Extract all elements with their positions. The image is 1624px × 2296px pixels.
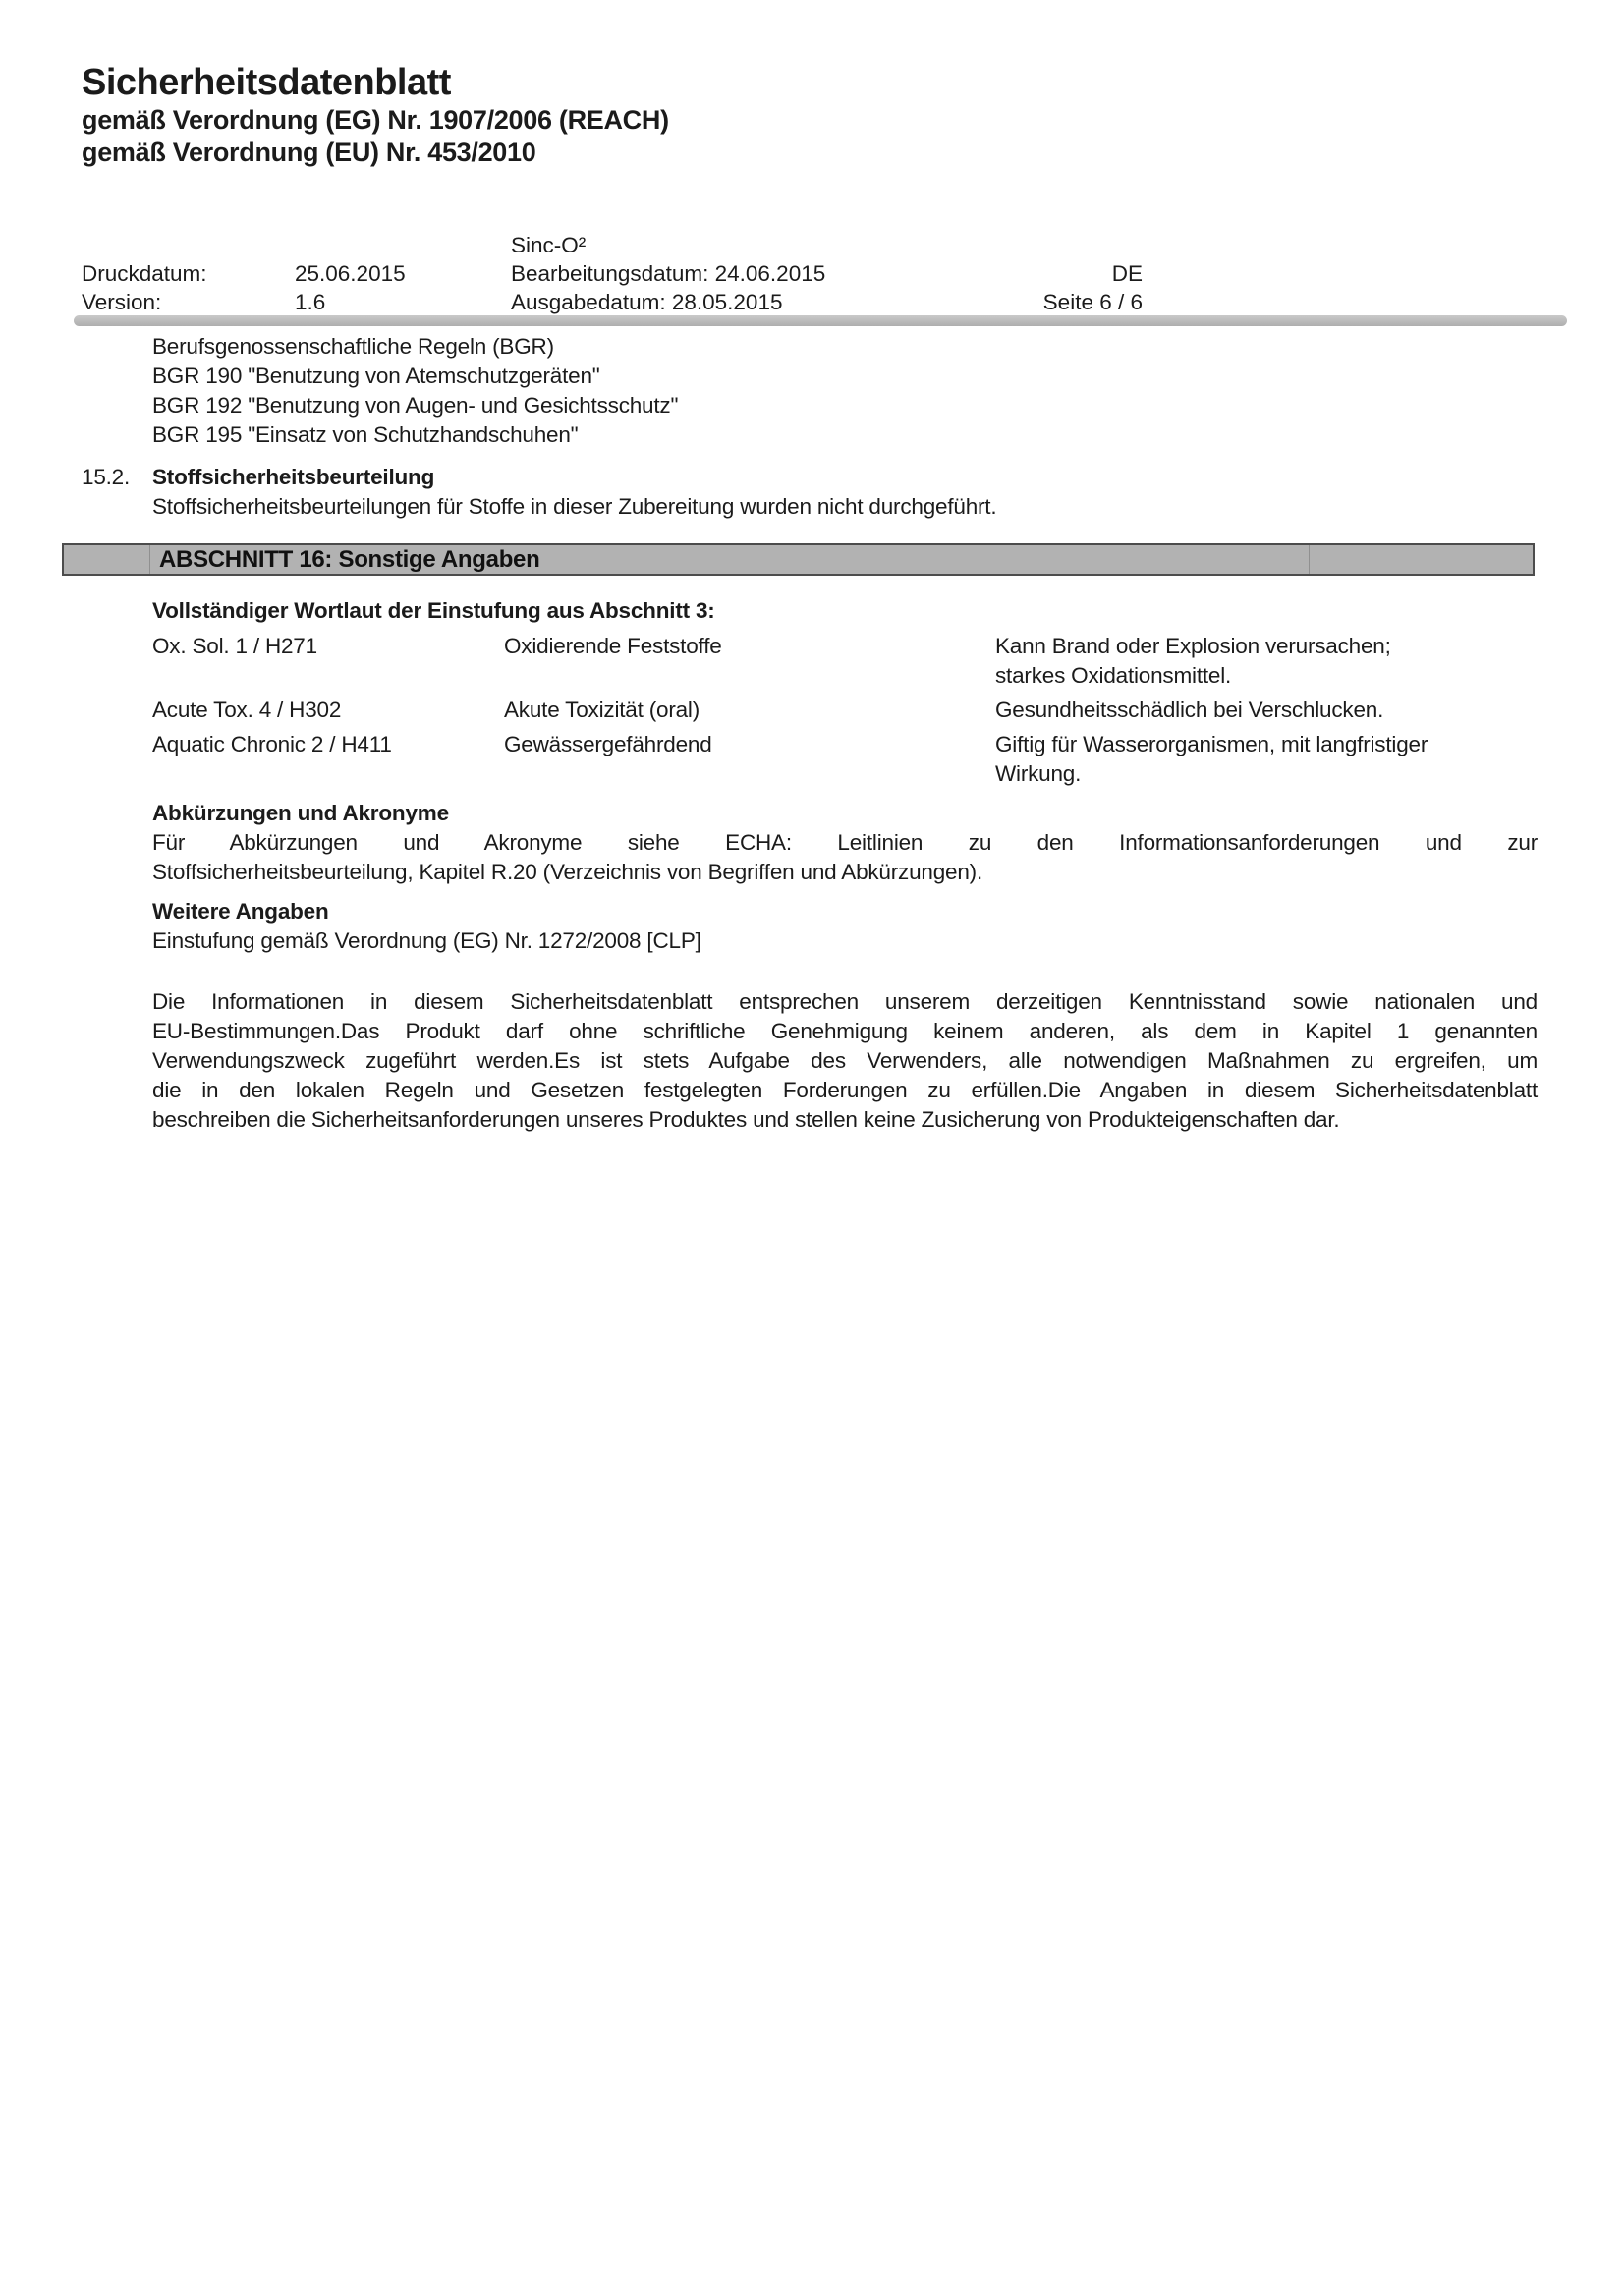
bgr-item: BGR 192 "Benutzung von Augen- und Gesichtsschutz" (152, 393, 679, 418)
statement-line: Gesundheitsschädlich bei Verschlucken. (995, 698, 1384, 722)
subsection-number: 15.2. (82, 465, 131, 489)
print-date-value: 25.06.2015 (295, 261, 406, 286)
subsection-title: Stoffsicherheitsbeurteilung (152, 465, 435, 489)
subsection-15-2-row (82, 463, 1538, 492)
classification-statement (995, 632, 1538, 691)
subsection-text: Stoffsicherheitsbeurteilungen für Stoffe in dieser Zubereitung wurden nicht durchgeführt. (152, 494, 997, 519)
classification-code: Acute Tox. 4 / H302 (152, 698, 342, 722)
section-16-header-bar (62, 543, 1535, 576)
bgr-item: BGR 195 "Einsatz von Schutzhandschuhen" (152, 422, 579, 447)
statement-line: Wirkung. (995, 761, 1082, 786)
abbreviations-line: Für Abkürzungen und Akronyme siehe ECHA: Leitlinien zu den Informationsanforderungen und zur (152, 830, 1538, 855)
abbreviations-heading: Abkürzungen und Akronyme (152, 801, 449, 825)
classification-heading: Vollständiger Wortlaut der Einstufung aus Abschnitt 3: (152, 598, 715, 623)
statement-line: starkes Oxidationsmittel. (995, 663, 1232, 688)
document-subtitle-eu: gemäß Verordnung (EU) Nr. 453/2010 (82, 138, 536, 167)
classification-code: Aquatic Chronic 2 / H411 (152, 732, 392, 756)
bgr-title-line: Berufsgenossenschaftliche Regeln (BGR) (152, 334, 554, 359)
disclaimer-line: Verwendungszweck zugeführt werden.Es ist stets Aufgabe des Verwenders, alle notwendigen Maßnahmen zu ergreifen, um (152, 1048, 1538, 1073)
classification-table (152, 632, 1538, 789)
section-16-content (152, 596, 1538, 1135)
bgr-item: BGR 190 "Benutzung von Atemschutzgeräten" (152, 364, 600, 388)
abbreviations-paragraph (152, 828, 1538, 887)
bar-cell-divider (1309, 545, 1310, 574)
classification-statement (995, 730, 1538, 789)
further-information-heading: Weitere Angaben (152, 899, 329, 924)
meta-empty-cell (295, 231, 511, 259)
abbreviations-line: Stoffsicherheitsbeurteilung, Kapitel R.20 (Verzeichnis von Begriffen und Abkürzungen). (152, 860, 982, 884)
bar-cell-divider (149, 545, 150, 574)
document-subtitle-reach: gemäß Verordnung (EG) Nr. 1907/2006 (REACH) (82, 105, 669, 135)
disclaimer-line: EU-Bestimmungen.Das Produkt darf ohne schriftliche Genehmigung keinem anderen, als dem in Kapitel 1 genannten (152, 1019, 1538, 1043)
document-header (82, 61, 669, 169)
header-divider-bar (74, 315, 1567, 326)
classification-statement (995, 696, 1538, 725)
classification-hazard-class: Akute Toxizität (oral) (504, 698, 700, 722)
disclaimer-paragraph (152, 987, 1538, 1135)
meta-empty-cell (82, 231, 295, 259)
section-16-title: ABSCHNITT 16: Sonstige Angaben (159, 545, 540, 573)
document-title: Sicherheitsdatenblatt (82, 62, 451, 103)
statement-line: Giftig für Wasserorganismen, mit langfristiger (995, 732, 1428, 756)
version-label: Version: (82, 290, 162, 314)
statement-line: Kann Brand oder Explosion verursachen; (995, 634, 1391, 658)
issue-date: Ausgabedatum: 28.05.2015 (511, 290, 783, 314)
classification-code: Ox. Sol. 1 / H271 (152, 634, 317, 658)
page-indicator: Seite 6 / 6 (1042, 290, 1143, 314)
product-name: Sinc-O² (511, 233, 587, 257)
meta-empty-cell (1043, 231, 1143, 259)
revision-date: Bearbeitungsdatum: 24.06.2015 (511, 261, 826, 286)
disclaimer-line: die in den lokalen Regeln und Gesetzen festgelegten Forderungen zu erfüllen.Die Angaben in diesem Sicherheitsdatenblatt (152, 1078, 1538, 1102)
meta-table (82, 231, 1143, 316)
disclaimer-line: beschreiben die Sicherheitsanforderungen unseres Produktes und stellen keine Zusicherung von Produkteigenschaften dar. (152, 1107, 1340, 1132)
classification-hazard-class: Gewässergefährdend (504, 732, 712, 756)
language-code: DE (1111, 261, 1143, 286)
classification-hazard-class: Oxidierende Feststoffe (504, 634, 722, 658)
disclaimer-line: Die Informationen in diesem Sicherheitsdatenblatt entsprechen unserem derzeitigen Kenntnisstand sowie nationalen und (152, 989, 1538, 1014)
print-date-label: Druckdatum: (82, 261, 207, 286)
further-information-text: Einstufung gemäß Verordnung (EG) Nr. 1272/2008 [CLP] (152, 928, 701, 953)
version-value: 1.6 (295, 290, 326, 314)
section-15-content (82, 332, 1538, 522)
